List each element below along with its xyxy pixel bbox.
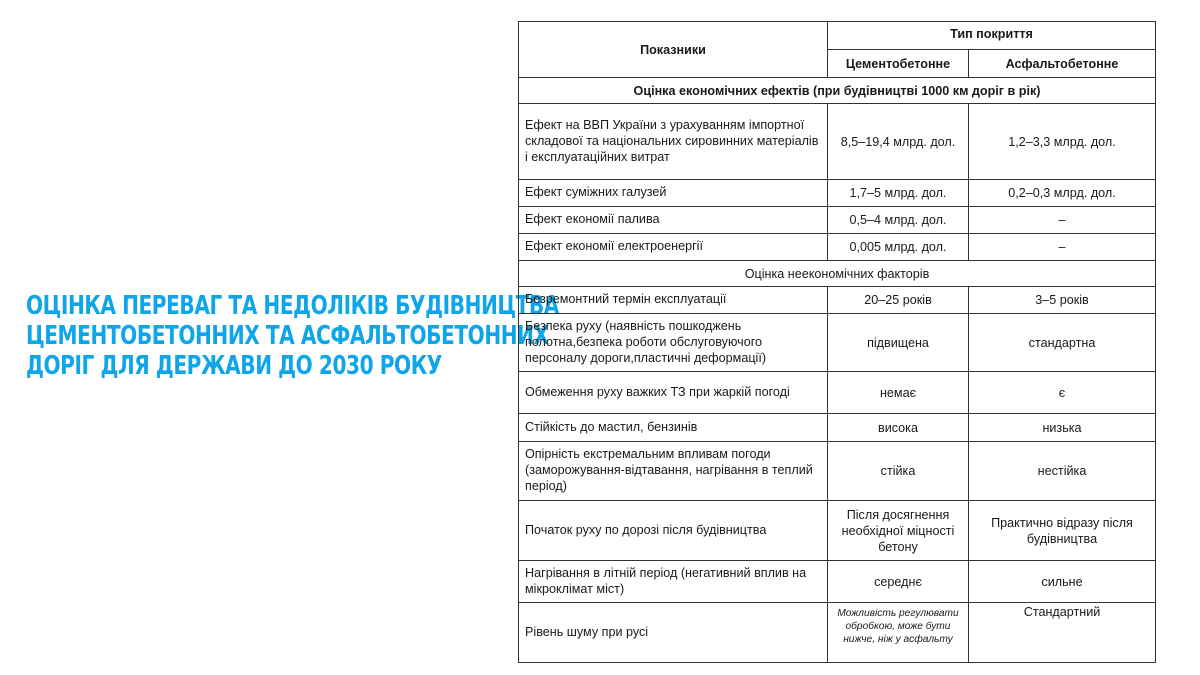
indicator-cell: Ефект економії електроенергії <box>519 234 828 261</box>
cement-cell: 0,5–4 млрд. дол. <box>828 207 969 234</box>
indicator-cell: Нагрівання в літній період (негативний вплив на мікроклімат міст) <box>519 561 828 603</box>
asphalt-cell: 1,2–3,3 млрд. дол. <box>969 104 1156 180</box>
title-line-2: ЦЕМЕНТОБЕТОННИХ ТА АСФАЛЬТОБЕТОННИХ <box>26 321 549 351</box>
cement-cell: 0,005 млрд. дол. <box>828 234 969 261</box>
indicator-cell: Рівень шуму при русі <box>519 603 828 663</box>
asphalt-cell: низька <box>969 414 1156 442</box>
asphalt-cell: 0,2–0,3 млрд. дол. <box>969 180 1156 207</box>
indicator-cell: Опірність екстремальним впливам погоди (заморожування-відтавання, нагрівання в теплий період) <box>519 442 828 501</box>
indicator-cell: Стійкість до мастил, бензинів <box>519 414 828 442</box>
table-row <box>519 104 1156 180</box>
comparison-table <box>518 21 1156 663</box>
cement-cell: стійка <box>828 442 969 501</box>
cement-cell: 1,7–5 млрд. дол. <box>828 180 969 207</box>
cement-cell: Після досягнення необхідної міцності бетону <box>828 501 969 561</box>
slide-title <box>26 291 559 381</box>
header-coverage-type: Тип покриття <box>828 22 1156 50</box>
cement-cell: висока <box>828 414 969 442</box>
table-row <box>519 501 1156 561</box>
indicator-cell: Ефект суміжних галузей <box>519 180 828 207</box>
cement-cell: 8,5–19,4 млрд. дол. <box>828 104 969 180</box>
indicator-cell: Початок руху по дорозі після будівництва <box>519 501 828 561</box>
header-indicators: Показники <box>519 22 828 78</box>
table-row <box>519 561 1156 603</box>
table-row <box>519 180 1156 207</box>
table-row <box>519 287 1156 314</box>
asphalt-cell: стандартна <box>969 314 1156 372</box>
table-row <box>519 442 1156 501</box>
cement-cell: середнє <box>828 561 969 603</box>
asphalt-cell: сильне <box>969 561 1156 603</box>
cement-cell: немає <box>828 372 969 414</box>
asphalt-cell: Стандартний <box>969 603 1156 663</box>
table-row <box>519 207 1156 234</box>
asphalt-cell: є <box>969 372 1156 414</box>
title-line-3: ДОРІГ ДЛЯ ДЕРЖАВИ ДО 2030 РОКУ <box>26 351 442 381</box>
cement-cell: Можливість регулювати обробкою, може бути нижче, ніж у асфальту <box>828 603 969 663</box>
cement-cell: 20–25 років <box>828 287 969 314</box>
cement-cell: підвищена <box>828 314 969 372</box>
section-noneconomic: Оцінка неекономічних факторів <box>519 261 1156 287</box>
header-cement: Цементобетонне <box>828 50 969 78</box>
indicator-cell: Ефект на ВВП України з урахуванням імпортної складової та національних сировинних матеріалів і експлуатаційних витрат <box>519 104 828 180</box>
section-economic: Оцінка економічних ефектів (при будівництві 1000 км доріг в рік) <box>519 78 1156 104</box>
indicator-cell: Безпека руху (наявність пошкоджень полотна,безпека роботи обслуговуючого персоналу дороги,пластичні деформації) <box>519 314 828 372</box>
table-row <box>519 314 1156 372</box>
table-row <box>519 234 1156 261</box>
asphalt-cell: нестійка <box>969 442 1156 501</box>
table-row <box>519 414 1156 442</box>
table-row <box>519 372 1156 414</box>
asphalt-cell: – <box>969 234 1156 261</box>
asphalt-cell: Практично відразу після будівництва <box>969 501 1156 561</box>
indicator-cell: Ефект економії палива <box>519 207 828 234</box>
asphalt-cell: 3–5 років <box>969 287 1156 314</box>
indicator-cell: Безремонтний термін експлуатації <box>519 287 828 314</box>
table-row <box>519 603 1156 663</box>
title-line-1: ОЦІНКА ПЕРЕВАГ ТА НЕДОЛІКІВ БУДІВНИЦТВА <box>26 291 559 321</box>
asphalt-cell: – <box>969 207 1156 234</box>
indicator-cell: Обмеження руху важких ТЗ при жаркій погоді <box>519 372 828 414</box>
header-asphalt: Асфальтобетонне <box>969 50 1156 78</box>
